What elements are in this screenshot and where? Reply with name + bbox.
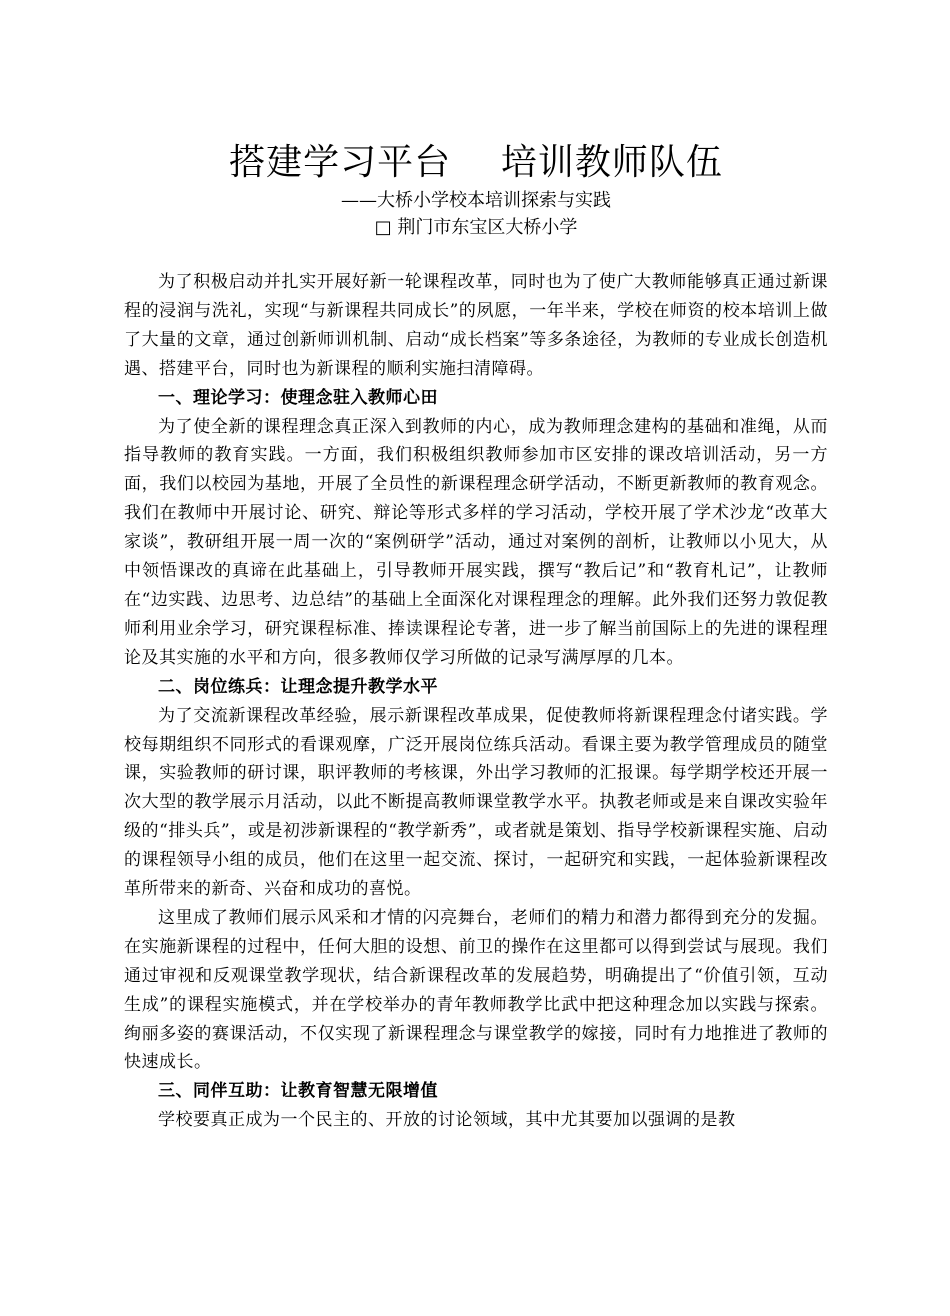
section-heading-3: 三、同伴互助：让教育智慧无限增值 [158,1081,438,1102]
paragraph-intro: 为了积极启动并扎实开展好新一轮课程改革，同时也为了使广大教师能够真正通过新课程的浸润与洗礼，实现“与新课程共同成长”的夙愿，一年半来，学校在师资的校本培训上做了大量的文章，通过创新师训机制、启动“成长档案”等多条途径，为教师的专业成长创造机遇、搭建平台，同时也为新课程的顺利实施扫清障碍。 [124,272,828,379]
document-title: 搭建学习平台 培训教师队伍 [229,142,723,183]
paragraph-section-2b: 这里成了教师们展示风采和才情的闪亮舞台，老师们的精力和潜力都得到充分的发掘。在实施新课程的过程中，任何大胆的设想、前卫的操作在这里都可以得到尝试与展现。我们通过审视和反观课堂教学现状，结合新课程改革的发展趋势，明确提出了“价值引领，互动生成”的课程实施模式，并在学校举办的青年教师教学比武中把这种理念加以实践与探索。绚丽多姿的赛课活动，不仅实现了新课程理念与课堂教学的嫁接，同时有力地推进了教师的快速成长。 [124,907,828,1073]
section-heading-1: 一、理论学习：使理念驻入教师心田 [158,387,438,408]
document-subtitle: ——大桥小学校本培训探索与实践 [341,190,611,211]
section-heading-2: 二、岗位练兵：让理念提升教学水平 [158,676,438,697]
paragraph-section-1: 为了使全新的课程理念真正深入到教师的内心，成为教师理念建构的基础和准绳，从而指导教师的教育实践。一方面，我们积极组织教师参加市区安排的课改培训活动，另一方面，我们以校园为基地，开展了全员性的新课程理念研学活动，不断更新教师的教育观念。我们在教师中开展讨论、研究、辩论等形式多样的学习活动，学校开展了学术沙龙“改革大家谈”，教研组开展一周一次的“案例研学”活动，通过对案例的剖析，让教师以小见大，从中领悟课改的真谛在此基础上，引导教师开展实践，撰写“教后记”和“教育札记”，让教师在“边实践、边思考、边总结”的基础上全面深化对课程理念的理解。此外我们还努力敦促教师利用业余学习，研究课程标准、捧读课程论专著，进一步了解当前国际上的先进的课程理论及其实施的水平和方向，很多教师仅学习所做的记录写满厚厚的几本。 [124,416,828,668]
document-author: □ 荆门市东宝区大桥小学 [374,217,578,238]
document-body [124,268,828,1135]
paragraph-section-3: 学校要真正成为一个民主的、开放的讨论领域，其中尤其要加以强调的是教 [158,1110,736,1131]
paragraph-section-2a: 为了交流新课程改革经验，展示新课程改革成果，促使教师将新课程理念付诸实践。学校每期组织不同形式的看课观摩，广泛开展岗位练兵活动。看课主要为教学管理成员的随堂课，实验教师的研讨课，职评教师的考核课，外出学习教师的汇报课。每学期学校还开展一次大型的教学展示月活动，以此不断提高教师课堂教学水平。执教老师或是来自课改实验年级的“排头兵”，或是初涉新课程的“教学新秀”，或者就是策划、指导学校新课程实施、启动的课程领导小组的成员，他们在这里一起交流、探讨，一起研究和实践，一起体验新课程改革所带来的新奇、兴奋和成功的喜悦。 [124,705,828,900]
